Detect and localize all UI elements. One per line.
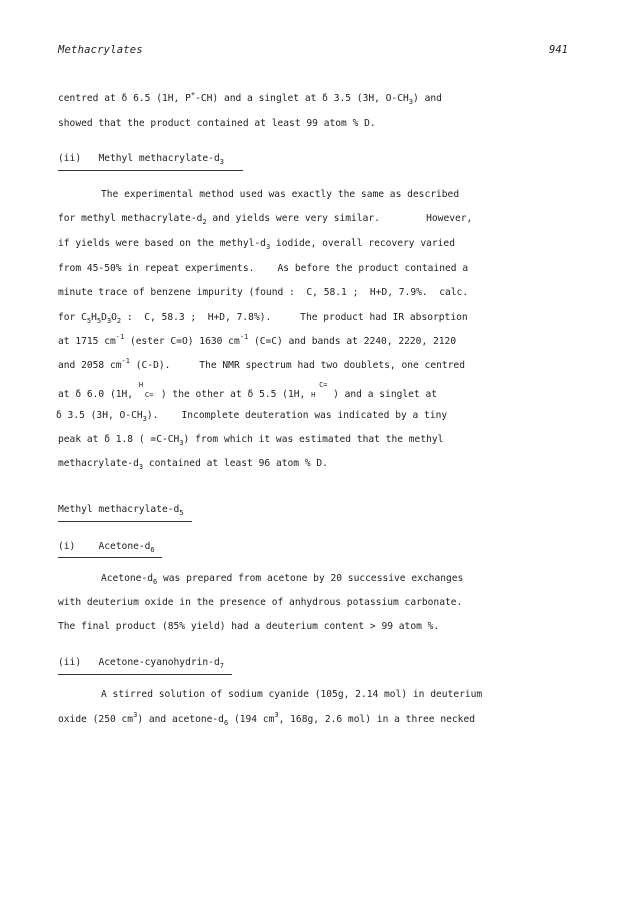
text-line: with deuterium oxide in the presence of anhydrous potassium carbonate. bbox=[58, 597, 463, 608]
section-heading: Methyl methacrylate-$d_5$ bbox=[58, 504, 184, 517]
section-heading: (i) Acetone-$d_6$ bbox=[58, 541, 155, 554]
text-line: minute trace of benzene impurity (found : C, 58.1 ; H+D, 7.9%. calc. bbox=[58, 287, 469, 298]
text-line: Acetone-$d_6$ was prepared from acetone by 20 successive exchanges bbox=[101, 573, 464, 586]
text-line: The final product (85% yield) had a deuterium content > 99 atom %. bbox=[58, 621, 440, 632]
heading-underline bbox=[58, 170, 243, 171]
page-number: 941 bbox=[549, 44, 568, 56]
text-line: from 45-50% in repeat experiments. As before the product contained a bbox=[58, 263, 469, 274]
text-line: A stirred solution of sodium cyanide (105g, 2.14 mol) in deuterium bbox=[101, 689, 483, 700]
text-line: The experimental method used was exactly the same as described bbox=[101, 189, 460, 200]
running-header-title: Methacrylates bbox=[58, 44, 143, 56]
text-line: δ 3.5 (3H, $O-CH_3$). Incomplete deuteration was indicated by a tiny bbox=[56, 410, 448, 423]
heading-underline bbox=[58, 557, 162, 558]
text-line: showed that the product contained at least 99 atom % D. bbox=[58, 118, 376, 129]
text-line: if yields were based on the methyl-$d_3$ iodide, overall recovery varied bbox=[58, 238, 455, 251]
section-heading: (ii) Acetone-$cyanohydrin-d_7$ bbox=[58, 657, 224, 670]
heading-underline bbox=[58, 521, 192, 522]
text-line: for $C_5H_5D_3O_2$ : C, 58.3 ; H+D, 7.8%). The product had IR absorption bbox=[58, 312, 468, 325]
text-line: centred at δ 6.5 (1H, P+-CH) and a singlet at δ 3.5 (3H, $O-CH_3$) and bbox=[58, 90, 442, 106]
text-line: at δ 6.0 (1H, H C= ) the other at δ 5.5 (1H, H C= ) and a singlet at bbox=[58, 381, 438, 400]
text-line: oxide (250 $cm^3$) and acetone-$d_6$ (194 $cm^3$, 168g, 2.6 mol) in a three necked bbox=[58, 711, 475, 727]
text-line: peak at δ 1.8 ( $=C-CH_3$) from which it was estimated that the methyl bbox=[58, 434, 444, 447]
text-line: methacrylate-$d_3$ contained at least 96 atom % D. bbox=[58, 458, 328, 471]
text-line: at 1715 $cm^{-1}$ (ester C=O) 1630 $cm^{-1}$ (C=C) and bands at 2240, 2220, 2120 bbox=[58, 333, 457, 347]
text-line: for methyl methacrylate-$d_2$ and yields were very similar. However, bbox=[58, 213, 473, 226]
text-line: and 2058 $cm^{-1}$ (C-D). The NMR spectrum had two doublets, one centred bbox=[58, 357, 465, 371]
heading-underline bbox=[58, 674, 232, 675]
structure-fragment: H C= bbox=[138, 381, 154, 399]
section-heading: (ii) Methyl methacrylate-$d_3$ bbox=[58, 153, 224, 166]
structure-fragment: H C= bbox=[311, 381, 328, 399]
